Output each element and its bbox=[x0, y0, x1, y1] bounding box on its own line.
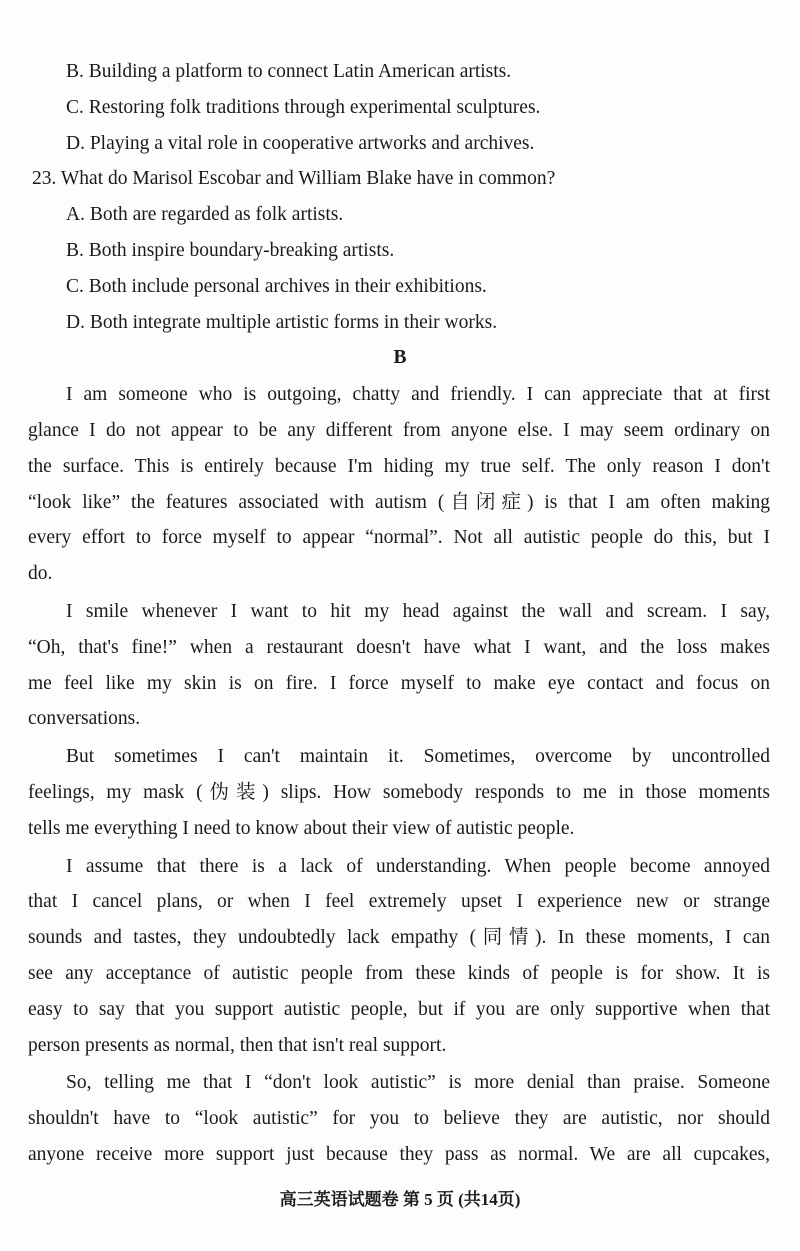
passage-line: “Oh, that's fine!” when a restaurant doesn't have what I want, and the loss makes bbox=[28, 636, 770, 658]
passage-line: conversations. bbox=[28, 708, 141, 730]
passage-line: tells me everything I need to know about their view of autistic people. bbox=[28, 817, 575, 839]
passage-line: every effort to force myself to appear “normal”. Not all autistic people do this, but I bbox=[28, 527, 770, 549]
passage-line: I am someone who is outgoing, chatty and friendly. I can appreciate that at first bbox=[66, 384, 770, 406]
passage-line: person presents as normal, then that isn't real support. bbox=[28, 1034, 447, 1056]
passage-line: sounds and tastes, they undoubtedly lack empathy (同情). In these moments, I can bbox=[28, 927, 770, 949]
passage-line: see any acceptance of autistic people from these kinds of people is for show. It is bbox=[28, 963, 770, 984]
answer-option: C. Restoring folk traditions through experimental sculptures. bbox=[66, 96, 541, 118]
passage-line: I assume that there is a lack of understanding. When people become annoyed bbox=[66, 855, 770, 877]
passage-line: me feel like my skin is on fire. I force myself to make eye contact and focus on bbox=[28, 672, 770, 694]
passage-line: do. bbox=[28, 563, 53, 585]
question-stem: 23. What do Marisol Escobar and William Blake have in common? bbox=[32, 168, 556, 190]
passage-line: the surface. This is entirely because I'm hiding my true self. The only reason I don't bbox=[28, 455, 770, 477]
passage-line: feelings, my mask (伪装) slips. How somebody responds to me in those moments bbox=[28, 782, 770, 803]
passage-line: So, telling me that I “don't look autistic” is more denial than praise. Someone bbox=[66, 1072, 770, 1094]
answer-option: B. Building a platform to connect Latin American artists. bbox=[66, 61, 512, 82]
answer-option: C. Both include personal archives in their exhibitions. bbox=[66, 275, 487, 297]
passage-line: “look like” the features associated with autism (自闭症) is that I am often making bbox=[28, 491, 770, 513]
passage-line: shouldn't have to “look autistic” for you to believe they are autistic, nor should bbox=[28, 1108, 770, 1130]
passage-line: anyone receive more support just because they pass as normal. We are all cupcakes, bbox=[28, 1144, 770, 1165]
answer-option: B. Both inspire boundary-breaking artists. bbox=[66, 240, 395, 261]
answer-option: D. Both integrate multiple artistic forms in their works. bbox=[66, 311, 498, 333]
passage-line: easy to say that you support autistic people, but if you are only supportive when that bbox=[28, 998, 770, 1020]
section-heading: B bbox=[393, 347, 407, 369]
passage-line: But sometimes I can't maintain it. Sometimes, overcome by uncontrolled bbox=[66, 746, 770, 768]
passage-line: that I cancel plans, or when I feel extremely upset I experience new or strange bbox=[28, 891, 770, 913]
passage-line: glance I do not appear to be any different from anyone else. I may seem ordinary on bbox=[28, 420, 770, 441]
passage-line: I smile whenever I want to hit my head against the wall and scream. I say, bbox=[66, 601, 770, 622]
page-footer: 高三英语试题卷 第 5 页 (共14页) bbox=[279, 1190, 521, 1209]
answer-option: A. Both are regarded as folk artists. bbox=[66, 204, 344, 226]
answer-option: D. Playing a vital role in cooperative artworks and archives. bbox=[66, 132, 535, 154]
